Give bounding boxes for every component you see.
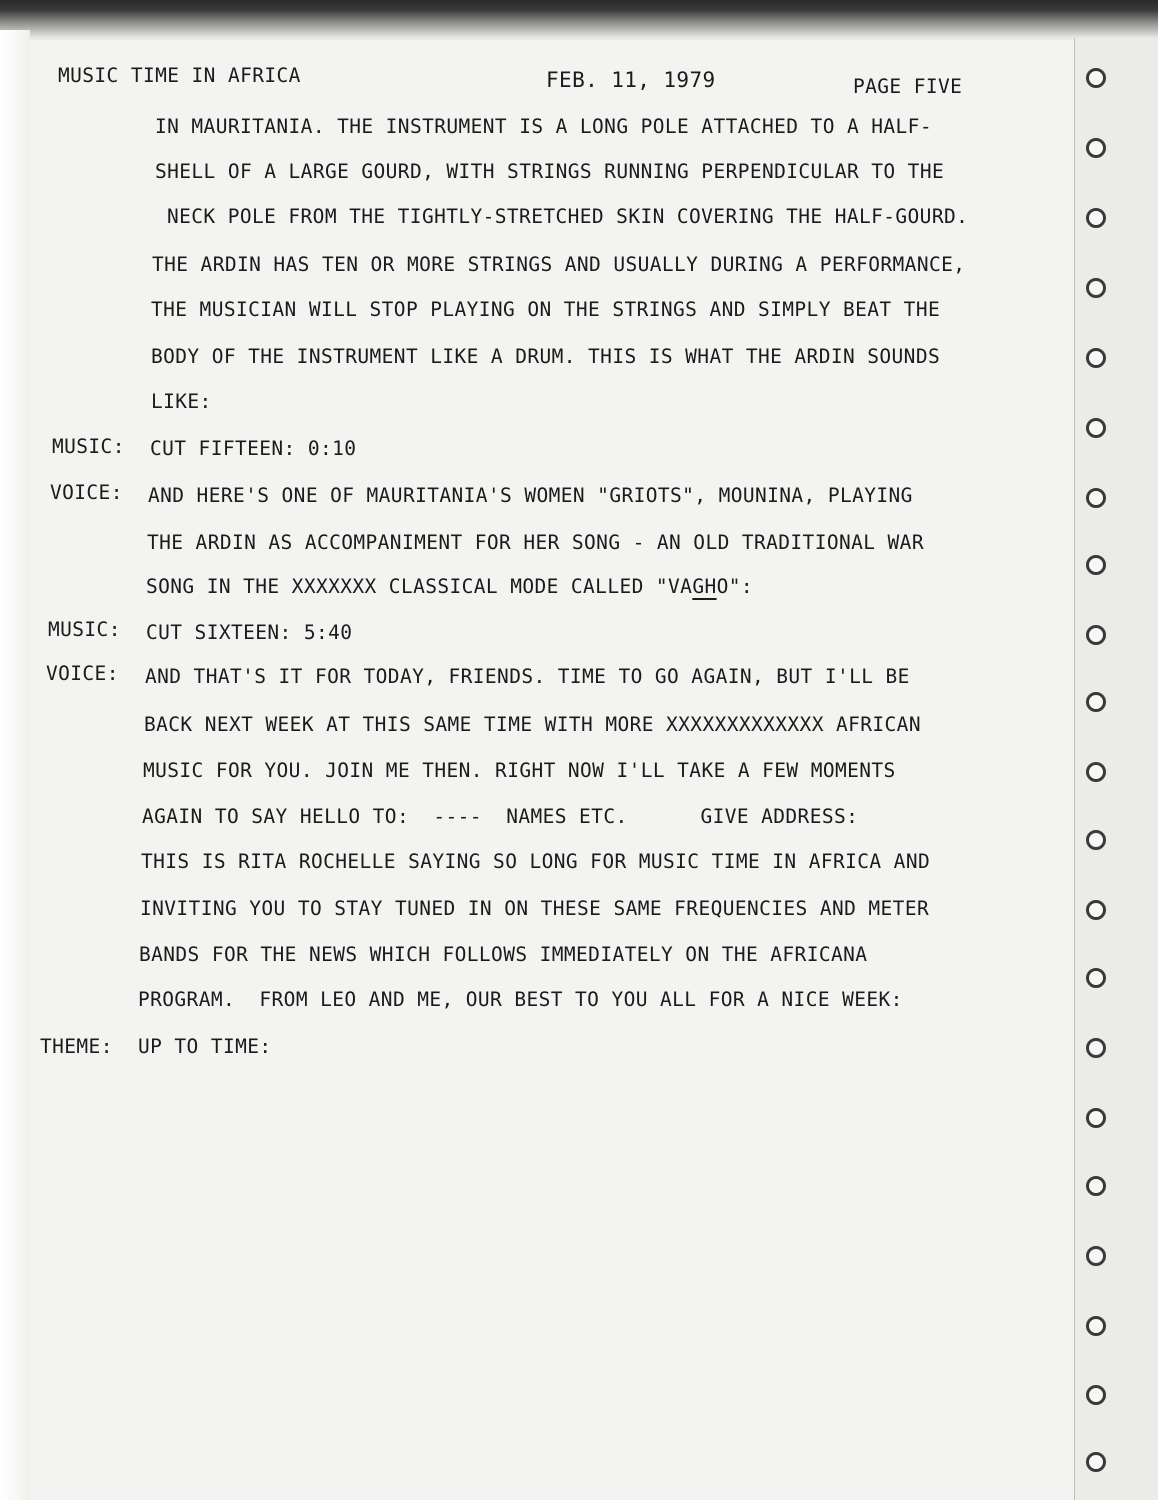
feed-hole [1086, 830, 1106, 850]
text-line: INVITING YOU TO STAY TUNED IN ON THESE SAME FREQUENCIES AND METER [140, 897, 930, 920]
text-segment: O": [716, 575, 754, 598]
feed-hole [1086, 138, 1106, 158]
feed-hole [1086, 1108, 1106, 1128]
text-line: AND HERE'S ONE OF MAURITANIA'S WOMEN "GRIOTS", MOUNINA, PLAYING [148, 484, 913, 507]
cue-label-music: MUSIC: [48, 618, 121, 641]
text-line [146, 577, 753, 597]
feed-hole [1086, 418, 1106, 438]
feed-hole [1086, 1176, 1106, 1196]
cue-text: CUT FIFTEEN: 0:10 [150, 437, 357, 460]
feed-hole [1086, 208, 1106, 228]
text-line: BANDS FOR THE NEWS WHICH FOLLOWS IMMEDIATELY ON THE AFRICANA [139, 943, 868, 966]
text-line: MUSIC FOR YOU. JOIN ME THEN. RIGHT NOW I'LL TAKE A FEW MOMENTS [143, 759, 896, 782]
feed-hole [1086, 348, 1106, 368]
feed-hole [1086, 900, 1106, 920]
text-line: NECK POLE FROM THE TIGHTLY-STRETCHED SKIN COVERING THE HALF-GOURD. [167, 205, 969, 228]
feed-hole [1086, 968, 1106, 988]
cue-label-voice: VOICE: [46, 662, 119, 685]
feed-hole [1086, 1246, 1106, 1266]
feed-hole [1086, 488, 1106, 508]
feed-hole [1086, 1316, 1106, 1336]
page-date: FEB. 11, 1979 [546, 68, 716, 92]
text-line: THE MUSICIAN WILL STOP PLAYING ON THE STRINGS AND SIMPLY BEAT THE [151, 298, 941, 321]
page-number: PAGE FIVE [853, 75, 963, 98]
text-line: AND THAT'S IT FOR TODAY, FRIENDS. TIME TO GO AGAIN, BUT I'LL BE [145, 665, 910, 688]
text-line: THE ARDIN AS ACCOMPANIMENT FOR HER SONG - AN OLD TRADITIONAL WAR [147, 531, 924, 554]
text-line: AGAIN TO SAY HELLO TO: ---- NAMES ETC. GIVE ADDRESS: [142, 805, 859, 828]
feed-hole [1086, 625, 1106, 645]
text-line: SHELL OF A LARGE GOURD, WITH STRINGS RUNNING PERPENDICULAR TO THE [155, 160, 945, 183]
cue-text: CUT SIXTEEN: 5:40 [146, 621, 353, 644]
cue-text: UP TO TIME: [138, 1035, 272, 1058]
cue-label-music: MUSIC: [52, 435, 125, 458]
text-line: IN MAURITANIA. THE INSTRUMENT IS A LONG POLE ATTACHED TO A HALF- [155, 115, 932, 138]
text-line: LIKE: [151, 390, 212, 413]
underlined-text: GH [692, 575, 717, 598]
text-line: BODY OF THE INSTRUMENT LIKE A DRUM. THIS IS WHAT THE ARDIN SOUNDS [151, 345, 941, 368]
scan-left-edge [0, 30, 30, 1500]
feed-hole [1086, 1385, 1106, 1405]
feed-hole [1086, 762, 1106, 782]
feed-hole [1086, 278, 1106, 298]
feed-hole [1086, 692, 1106, 712]
program-title: MUSIC TIME IN AFRICA [58, 64, 301, 87]
cue-label-voice: VOICE: [50, 481, 123, 504]
feed-hole [1086, 1038, 1106, 1058]
text-line: BACK NEXT WEEK AT THIS SAME TIME WITH MORE XXXXXXXXXXXXX AFRICAN [144, 713, 921, 736]
text-line: THIS IS RITA ROCHELLE SAYING SO LONG FOR MUSIC TIME IN AFRICA AND [141, 850, 931, 873]
scan-top-edge [0, 0, 1158, 40]
feed-hole [1086, 1452, 1106, 1472]
text-segment: SONG IN THE XXXXXXX CLASSICAL MODE CALLED "VA [146, 575, 693, 598]
text-line: PROGRAM. FROM LEO AND ME, OUR BEST TO YOU ALL FOR A NICE WEEK: [138, 988, 903, 1011]
cue-label-theme: THEME: [40, 1035, 113, 1058]
feed-hole [1086, 555, 1106, 575]
feed-hole [1086, 68, 1106, 88]
text-line: THE ARDIN HAS TEN OR MORE STRINGS AND USUALLY DURING A PERFORMANCE, [152, 253, 966, 276]
